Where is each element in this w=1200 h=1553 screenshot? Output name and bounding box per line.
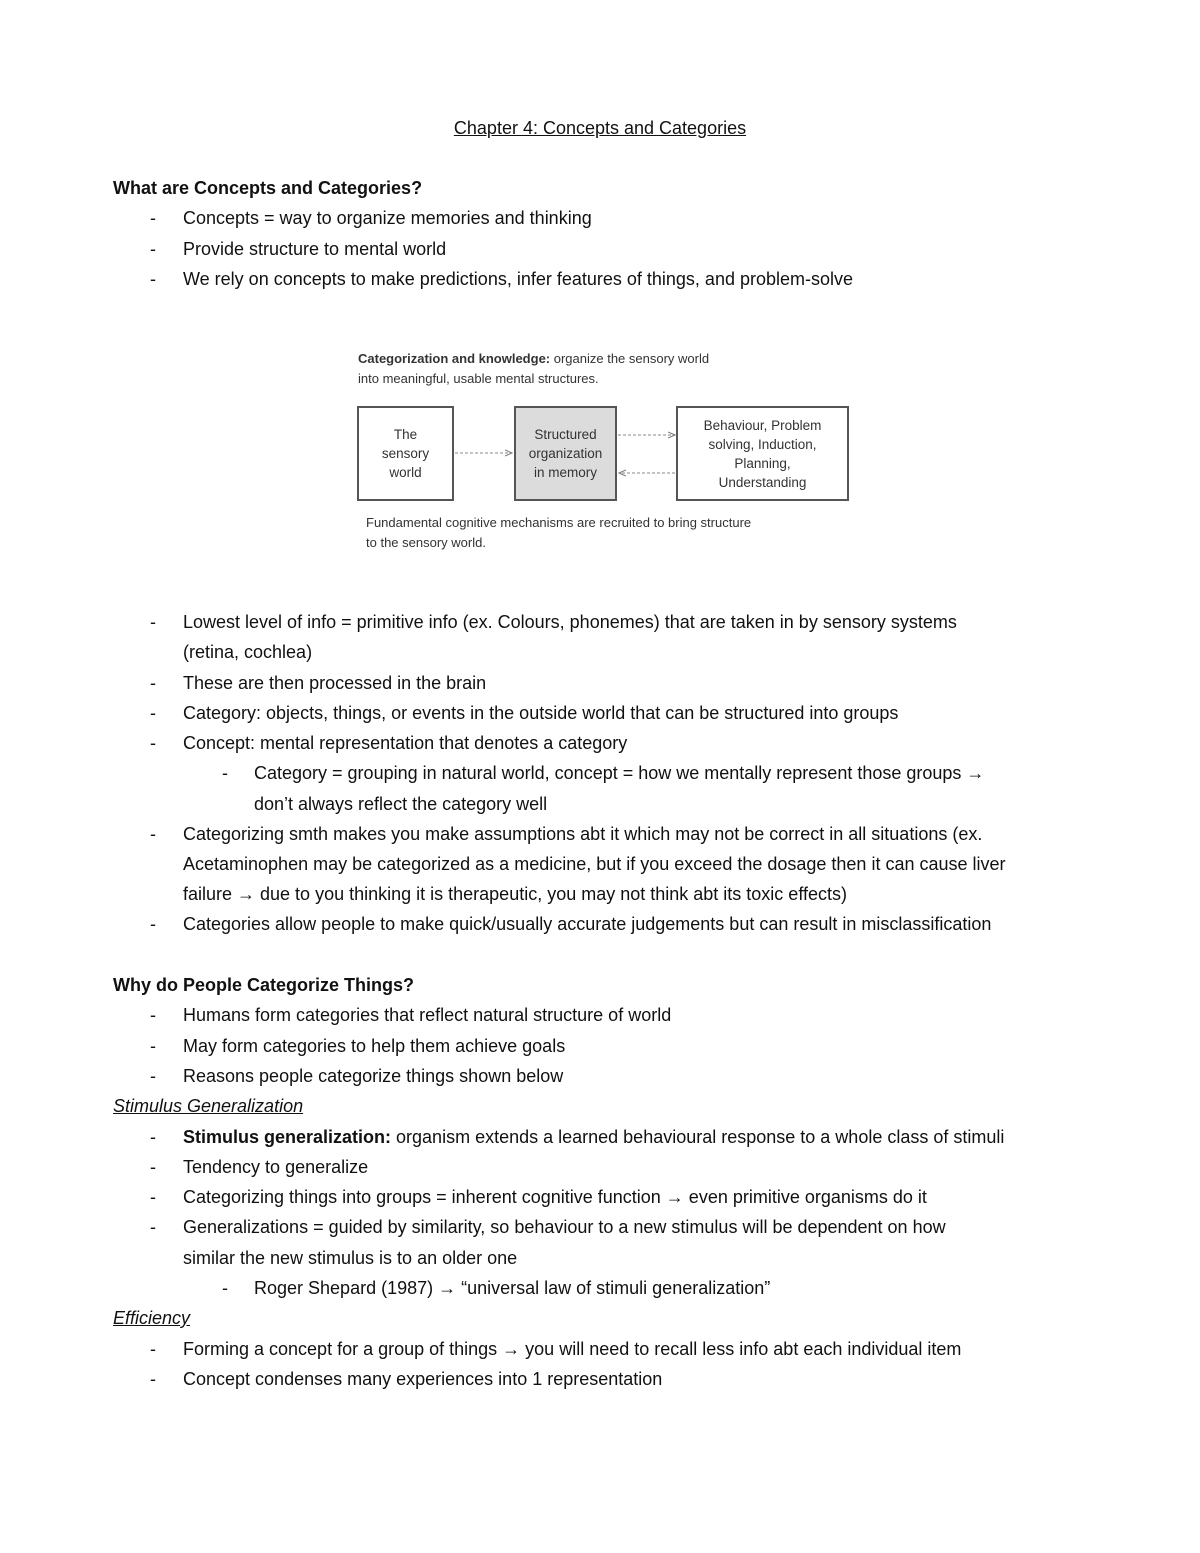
list-item: Category: objects, things, or events in the outside world that can be structured into groups	[183, 703, 899, 723]
list-item: Generalizations = guided by similarity, so behaviour to a new stimulus will be dependent on how	[183, 1217, 946, 1237]
bullet-dash: -	[150, 612, 156, 632]
list-item: Categories allow people to make quick/usually accurate judgements but can result in misclassification	[183, 914, 992, 934]
bullet-dash: -	[150, 1005, 156, 1025]
bullet-dash: -	[150, 1369, 156, 1389]
figure-footer-line1: Fundamental cognitive mechanisms are recruited to bring structure	[366, 515, 752, 530]
subheading-efficiency: Efficiency	[113, 1308, 191, 1328]
bullet-dash: -	[150, 703, 156, 723]
bullet-dash: -	[150, 1127, 156, 1147]
sub-list-item: Category = grouping in natural world, concept = how we mentally represent those groups →	[254, 763, 985, 783]
term-definition: organism extends a learned behavioural response to a whole class of stimuli	[391, 1127, 1005, 1147]
section-heading-concepts: What are Concepts and Categories?	[113, 178, 423, 198]
figure-caption-rest: organize the sensory world	[550, 351, 710, 366]
list-item	[183, 1125, 1004, 1149]
figure-footer-line2: to the sensory world.	[366, 535, 486, 550]
sub-list-item: Roger Shepard (1987) → “universal law of stimuli generalization”	[254, 1278, 771, 1298]
list-item: Humans form categories that reflect natural structure of world	[183, 1005, 672, 1025]
list-item-continuation: similar the new stimulus is to an older one	[183, 1248, 518, 1268]
bullet-dash: -	[150, 269, 156, 289]
term-bold: Stimulus generalization:	[183, 1127, 392, 1147]
bullet-dash: -	[150, 1217, 156, 1237]
list-item-continuation: (retina, cochlea)	[183, 642, 313, 662]
list-item: Categorizing smth makes you make assumptions abt it which may not be correct in all situations (ex.	[183, 824, 983, 844]
list-item: Concepts = way to organize memories and thinking	[183, 208, 592, 228]
list-item: Lowest level of info = primitive info (ex. Colours, phonemes) that are taken in by sensory systems	[183, 612, 957, 632]
structured-organization-box: Structured organization in memory	[514, 406, 617, 501]
subheading-stimulus-generalization: Stimulus Generalization	[113, 1096, 304, 1116]
behaviour-box: Behaviour, Problem solving, Induction, Planning, Understanding	[676, 406, 849, 501]
list-item: Categorizing things into groups = inherent cognitive function → even primitive organisms do it	[183, 1187, 927, 1207]
list-item: These are then processed in the brain	[183, 673, 487, 693]
figure-caption-line2: into meaningful, usable mental structures.	[358, 371, 599, 386]
bullet-dash: -	[150, 914, 156, 934]
bullet-dash: -	[150, 1339, 156, 1359]
bullet-dash: -	[150, 239, 156, 259]
categorization-figure	[350, 340, 870, 565]
list-item: Concept condenses many experiences into 1 representation	[183, 1369, 663, 1389]
list-item: May form categories to help them achieve goals	[183, 1036, 566, 1056]
bullet-dash: -	[150, 1066, 156, 1086]
list-item: Concept: mental representation that denotes a category	[183, 733, 628, 753]
bullet-dash: -	[150, 673, 156, 693]
sub-list-item-continuation: don’t always reflect the category well	[254, 794, 548, 814]
list-item-continuation: failure → due to you thinking it is therapeutic, you may not think abt its toxic effects)	[183, 884, 848, 904]
list-item: Tendency to generalize	[183, 1157, 369, 1177]
section-heading-why-categorize: Why do People Categorize Things?	[113, 975, 415, 995]
bullet-dash: -	[150, 1157, 156, 1177]
list-item: We rely on concepts to make predictions, infer features of things, and problem-solve	[183, 269, 854, 289]
bullet-dash: -	[222, 1278, 228, 1298]
bullet-dash: -	[150, 208, 156, 228]
sensory-world-box: The sensory world	[357, 406, 454, 501]
list-item: Provide structure to mental world	[183, 239, 447, 259]
list-item: Reasons people categorize things shown below	[183, 1066, 564, 1086]
list-item: Forming a concept for a group of things → you will need to recall less info abt each individual item	[183, 1339, 962, 1359]
figure-caption-bold: Categorization and knowledge:	[358, 351, 551, 366]
list-item-continuation: Acetaminophen may be categorized as a medicine, but if you exceed the dosage then it can cause liver	[183, 854, 1006, 874]
bullet-dash: -	[150, 1036, 156, 1056]
bullet-dash: -	[150, 824, 156, 844]
bullet-dash: -	[150, 733, 156, 753]
page-title: Chapter 4: Concepts and Categories	[453, 118, 747, 138]
bullet-dash: -	[222, 763, 228, 783]
bullet-dash: -	[150, 1187, 156, 1207]
